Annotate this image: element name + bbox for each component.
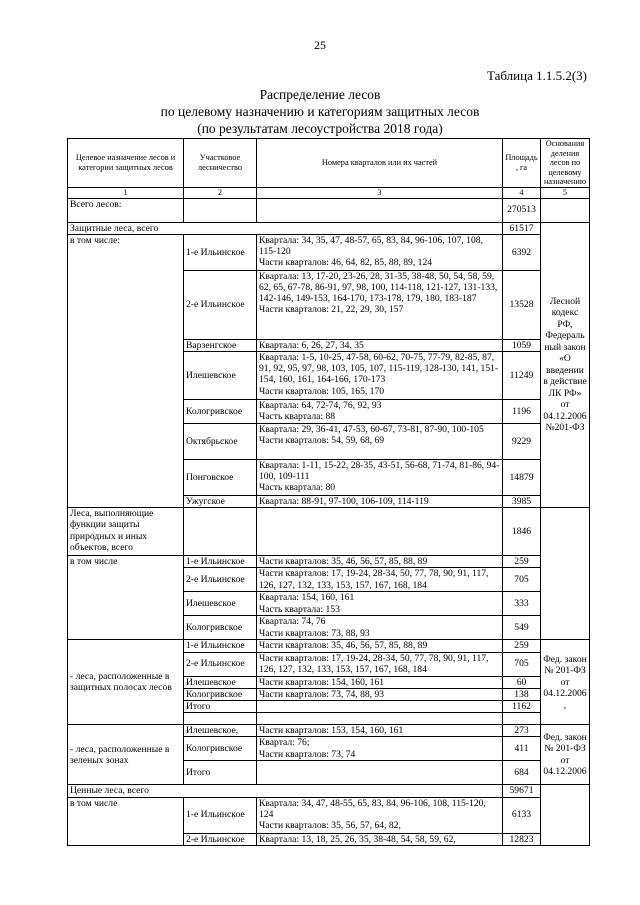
quarters-text: Квартала: 1-5, 10-25, 47-58, 60-62, 70-75, 77-79, 82-85, 87, 91, 92, 95, 97, 98, 103, 105, 107, 115-119, 128-130, 141, 151-154, 160, 161, 164-166, 170-173 Части кварталов: 105, 165, 170 [257,351,503,399]
including-label: в том числе [68,797,184,845]
law-basis-green: Фед. закон № 201-ФЗ от 04.12.2006 [541,725,590,785]
area-value: 6133 [503,797,541,833]
district-name: 2-е Ильинское [184,652,257,676]
area-value: 259 [503,640,541,652]
quarters-text: Квартала: 74, 76 Части кварталов: 73, 88, 93 [257,616,503,640]
area-value: 11249 [503,351,541,399]
district-name: Илешевское [184,676,257,688]
header-purpose: Целевое назначение лесов и категории защитных лесов [68,139,184,188]
quarters-text: Квартала: 154, 160, 161 Часть квартала: 153 [257,592,503,616]
area-value: 6392 [503,234,541,270]
table-row [68,556,590,568]
district-name: Понговское [184,459,257,495]
district-name: 1-е Ильинское [184,640,257,652]
area-value: 12823 [503,833,541,845]
page-number: 25 [314,38,326,52]
quarters-text: Квартала: 13, 17-20, 23-26, 28, 31-35, 38-48, 50, 54, 58, 59, 62, 65, 67-78, 86-91, 97, 98, 100, 114-118, 121-127, 131-133, 142-146, 149-153, 164-170, 173-178, 179, 180, 183-187 Части кварталов: 21, 22, 29, 30, 157 [257,270,503,339]
total-area: 270513 [503,198,541,222]
title-line-1: Распределение лесов [259,87,381,102]
header-num-4: 4 [503,187,541,198]
quarters-text: Части кварталов: 73, 74, 88, 93 [257,688,503,700]
quarters-text: Части кварталов: 153, 154, 160, 161 [257,725,503,737]
table-row [68,508,590,556]
total-label: Всего лесов: [68,198,184,222]
title-line-2: по целевому назначению и категориям защитных лесов [160,104,480,119]
valuable-label: Ценные леса, всего [68,785,503,797]
district-name: 2-е Ильинское [184,568,257,592]
header-basis: Основания деления лесов по целевому назначению [541,139,590,188]
law-basis-main: Лесной кодекс РФ, Федеральный закон «О введении в действие ЛК РФ» от 04.12.2006 №201-ФЗ [541,222,590,508]
itogo-label: Итого [184,761,257,785]
quarters-text: Квартала: 34, 47, 48-55, 65, 83, 84, 96-106, 108, 115-120, 124 Части кварталов: 35, 56, 57, 64, 82, [257,797,503,833]
district-name: 2-е Ильинское [184,833,257,845]
quarters-text: Части кварталов: 35, 46, 56, 57, 85, 88, 89 [257,556,503,568]
itogo-area: 684 [503,761,541,785]
header-area: Площадь, га [503,139,541,188]
green-zones-label: - леса, расположенные в зеленых зонах [68,725,184,785]
quarters-text: Квартала: 88-91, 97-100, 106-109, 114-119 [257,495,503,507]
valuable-area: 59671 [503,785,541,797]
district-name: Кологривское [184,399,257,423]
header-district: Участковое лесничество [184,139,257,188]
forest-distribution-table [67,138,590,846]
header-num-1: 1 [68,187,184,198]
header-num-5: 5 [541,187,590,198]
table-row [68,234,590,270]
protective-strips-label: - леса, расположенные в защитных полосах лесов [68,640,184,725]
quarters-text: Квартала: 64, 72-74, 76, 92, 93 Часть квартала: 88 [257,399,503,423]
quarters-text: Части кварталов: 35, 46, 56, 57, 85, 88, 89 [257,640,503,652]
district-name: 1-е Ильинское [184,234,257,270]
area-value: 705 [503,568,541,592]
quarters-text: Части кварталов: 17, 19-24, 28-34, 50, 77, 78, 90, 91, 117, 126, 127, 132, 133, 153, 157, 167, 168, 184 [257,568,503,592]
table-row [68,797,590,833]
quarters-text: Квартала: 13, 18, 25, 26, 35, 38-48, 54, 58, 59, 62, [257,833,503,845]
area-value: 411 [503,737,541,761]
quarters-text: Части кварталов: 17, 19-24, 28-34, 50, 77, 78, 90, 91, 117, 126, 127, 132, 133, 153, 157, 167, 168, 184 [257,652,503,676]
district-name: Кологривское [184,737,257,761]
table-label: Таблица 1.1.5.2(3) [486,68,587,83]
quarters-text: Квартала: 1-11, 15-22, 28-35, 43-51, 56-68, 71-74, 81-86, 94-100, 109-111 Часть квартала: 80 [257,459,503,495]
area-value: 1059 [503,339,541,351]
district-name: Варзенгское [184,339,257,351]
area-value: 333 [503,592,541,616]
district-name: Илешевское [184,592,257,616]
district-name: Октябрьское [184,423,257,459]
functions-label: Леса, выполняющие функции защиты природных и иных объектов, всего [68,508,184,556]
quarters-text: Квартала: 6, 26, 27, 34, 35 [257,339,503,351]
quarters-text: Квартала: 29, 36-41, 47-53, 60-67, 73-81, 87-90, 100-105 Части кварталов: 54, 59, 68, 69 [257,423,503,459]
district-name: Ужугское [184,495,257,507]
table-row [68,198,590,222]
area-value: 549 [503,616,541,640]
area-value: 14879 [503,459,541,495]
district-name: 1-е Ильинское [184,797,257,833]
itogo-label: Итого [184,700,257,712]
quarters-text: Квартала: 34, 35, 47, 48-57, 65, 83, 84, 96-106, 107, 108, 115-120 Части кварталов: 46, 64, 82, 85, 88, 89, 124 [257,234,503,270]
header-num-3: 3 [257,187,503,198]
district-name: Кологривское [184,688,257,700]
area-value: 273 [503,725,541,737]
district-name: Илешевское [184,351,257,399]
table-title [60,86,580,137]
law-basis-strips: Фед. закон № 201-ФЗ от 04.12.2006, [541,640,590,725]
functions-area: 1846 [503,508,541,556]
area-value: 3985 [503,495,541,507]
including-label: в том числе: [68,234,184,507]
quarters-text: Квартал: 76; Части кварталов: 73, 74 [257,737,503,761]
table-row [68,640,590,652]
area-value: 138 [503,688,541,700]
area-value: 9229 [503,423,541,459]
including-label: в том числе [68,556,184,640]
area-value: 259 [503,556,541,568]
district-name: Кологривское [184,616,257,640]
header-quarters: Номера кварталов или их частей [257,139,503,188]
district-name: Илешевское, [184,725,257,737]
area-value: 1196 [503,399,541,423]
area-value: 705 [503,652,541,676]
title-line-3: (по результатам лесоустройства 2018 года) [197,121,443,136]
protective-label: Защитные леса, всего [68,222,503,234]
area-value: 13528 [503,270,541,339]
table-row [68,725,590,737]
header-num-2: 2 [184,187,257,198]
district-name: 1-е Ильинское [184,556,257,568]
area-value: 60 [503,676,541,688]
quarters-text: Части кварталов: 154, 160, 161 [257,676,503,688]
table-row [68,785,590,797]
itogo-area: 1162 [503,700,541,712]
table-row [68,222,590,234]
protective-area: 61517 [503,222,541,234]
district-name: 2-е Ильинское [184,270,257,339]
